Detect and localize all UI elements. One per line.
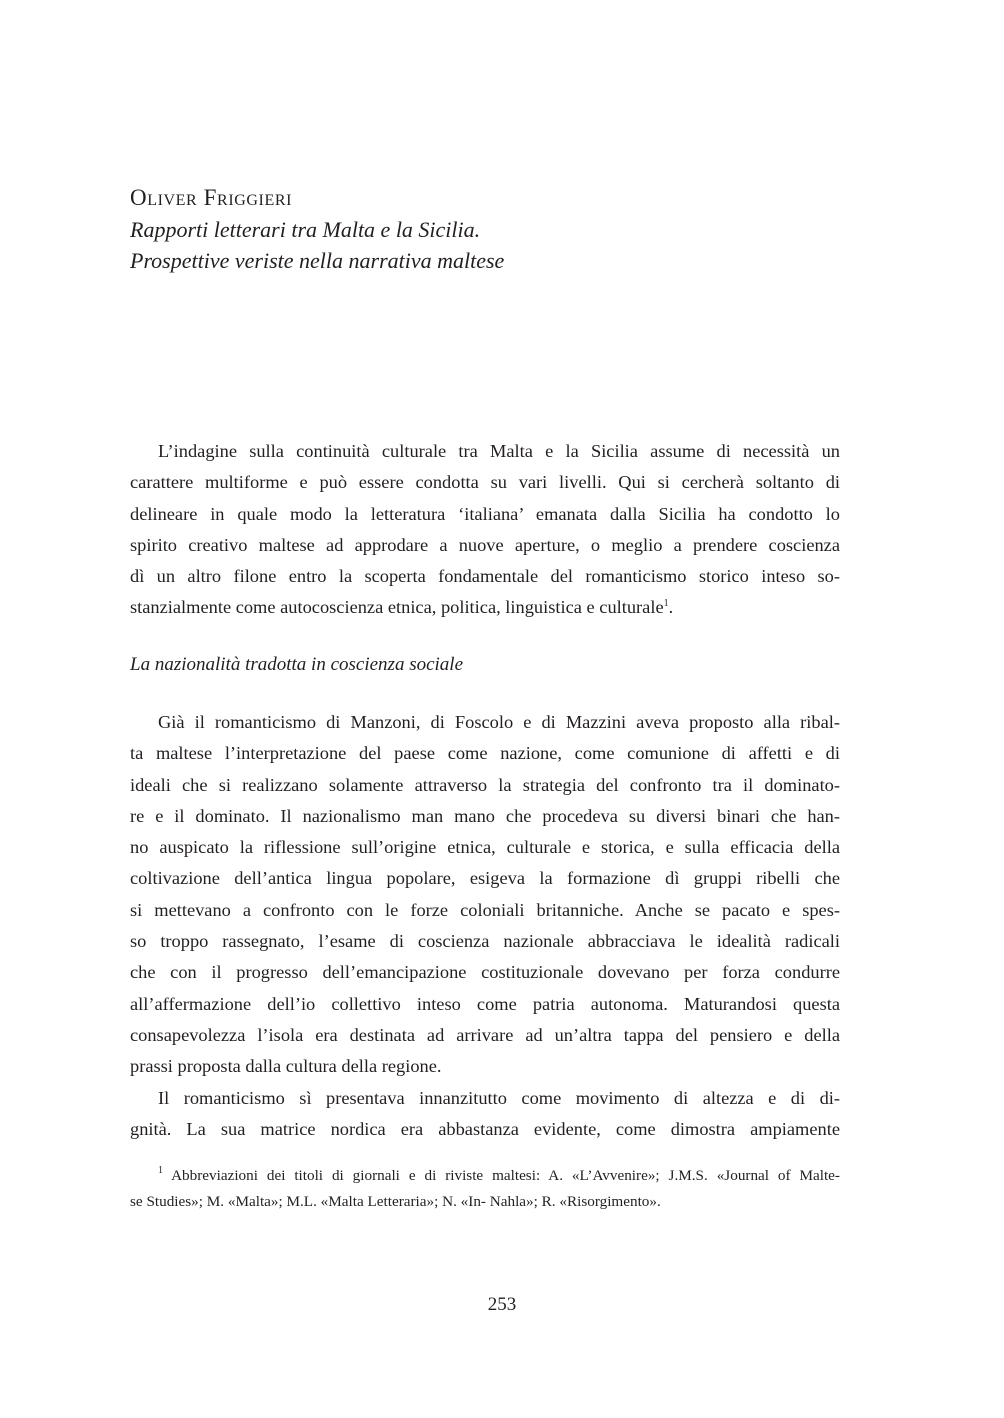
page-number: 253: [487, 1294, 517, 1315]
article-title-line-2: Prospettive veriste nella narrativa maltese: [130, 248, 505, 273]
main-paragraphs: [130, 707, 840, 1145]
footnote-number: [130, 1167, 163, 1184]
text-line: Già il romanticismo di Manzoni, di Foscolo e di Mazzini aveva proposto alla ribal-: [158, 712, 840, 732]
intro-paragraph: [130, 436, 840, 624]
final-punctuation: .: [668, 597, 674, 618]
text-line: coltivazione dell’antica lingua popolare, esigeva la formazione dì gruppi ribelli che: [130, 868, 840, 889]
section-heading: La nazionalità tradotta in coscienza sociale: [130, 654, 464, 675]
text-line: consapevolezza l’isola era destinata ad arrivare ad un’altra tappa del pensiero e della: [130, 1024, 840, 1045]
footnote-line-1: [130, 1163, 840, 1189]
footnote-marker: 1: [158, 1165, 163, 1176]
text-line: delineare in quale modo la letteratura ‘italiana’ emanata dalla Sicilia ha condotto lo: [130, 503, 840, 524]
text-line: carattere multiforme e può essere condotta su vari livelli. Qui si cercherà soltanto di: [130, 472, 840, 493]
text-line: prassi proposta dalla cultura della regione.: [130, 1056, 442, 1077]
article-header: [130, 182, 870, 276]
text-line: so troppo rassegnato, l’esame di coscienza nazionale abbracciava le idealità radicali: [130, 931, 840, 952]
footnote-reference[interactable]: 1: [663, 598, 669, 610]
text-line-last: [130, 592, 840, 623]
author-name: Oliver Friggieri: [130, 185, 293, 210]
text-line: gnità. La sua matrice nordica era abbastanza evidente, come dimostra ampiamente: [130, 1118, 840, 1139]
text-line: ta maltese l’interpretazione del paese come nazione, come comunione di affetti e di: [130, 743, 840, 764]
text-line: spirito creativo maltese ad approdare a nuove aperture, o meglio a prendere coscienza: [130, 534, 840, 555]
footnote: [130, 1163, 840, 1215]
text-line: L’indagine sulla continuità culturale tra Malta e la Sicilia assume di necessità un: [158, 441, 840, 461]
text-line: ideali che si realizzano solamente attraverso la strategia del confronto tra il dominato-: [130, 774, 840, 795]
text-line: Il romanticismo sì presentava innanzitutto come movimento di altezza e di di-: [158, 1087, 840, 1108]
text-line: all’affermazione dell’io collettivo inteso come patria autonoma. Maturandosi questa: [130, 993, 840, 1014]
article-title-line-1: Rapporti letterari tra Malta e la Sicilia.: [130, 217, 481, 242]
text-line: re e il dominato. Il nazionalismo man mano che procedeva su diversi binari che han-: [130, 805, 840, 826]
text-line: che con il progresso dell’emancipazione costituzionale dovevano per forza condurre: [130, 962, 840, 983]
text-line: no auspicato la riflessione sull’origine etnica, culturale e storica, e sulla efficacia della: [130, 837, 840, 858]
text-line: si mettevano a confronto con le forze coloniali britanniche. Anche se pacato e spes-: [130, 899, 840, 920]
footnote-line-2: se Studies»; M. «Malta»; M.L. «Malta Letteraria»; N. «In- Nahla»; R. «Risorgimento».: [130, 1193, 661, 1210]
text-line: dì un altro filone entro la scoperta fondamentale del romanticismo storico inteso so-: [130, 566, 840, 587]
text-line-content: stanzialmente come autocoscienza etnica, politica, linguistica e culturale: [130, 597, 664, 618]
footnote-text: Abbreviazioni dei titoli di giornali e di riviste maltesi: A. «L’Avvenire»; J.M.S. «Journal of Malte-: [171, 1167, 840, 1184]
